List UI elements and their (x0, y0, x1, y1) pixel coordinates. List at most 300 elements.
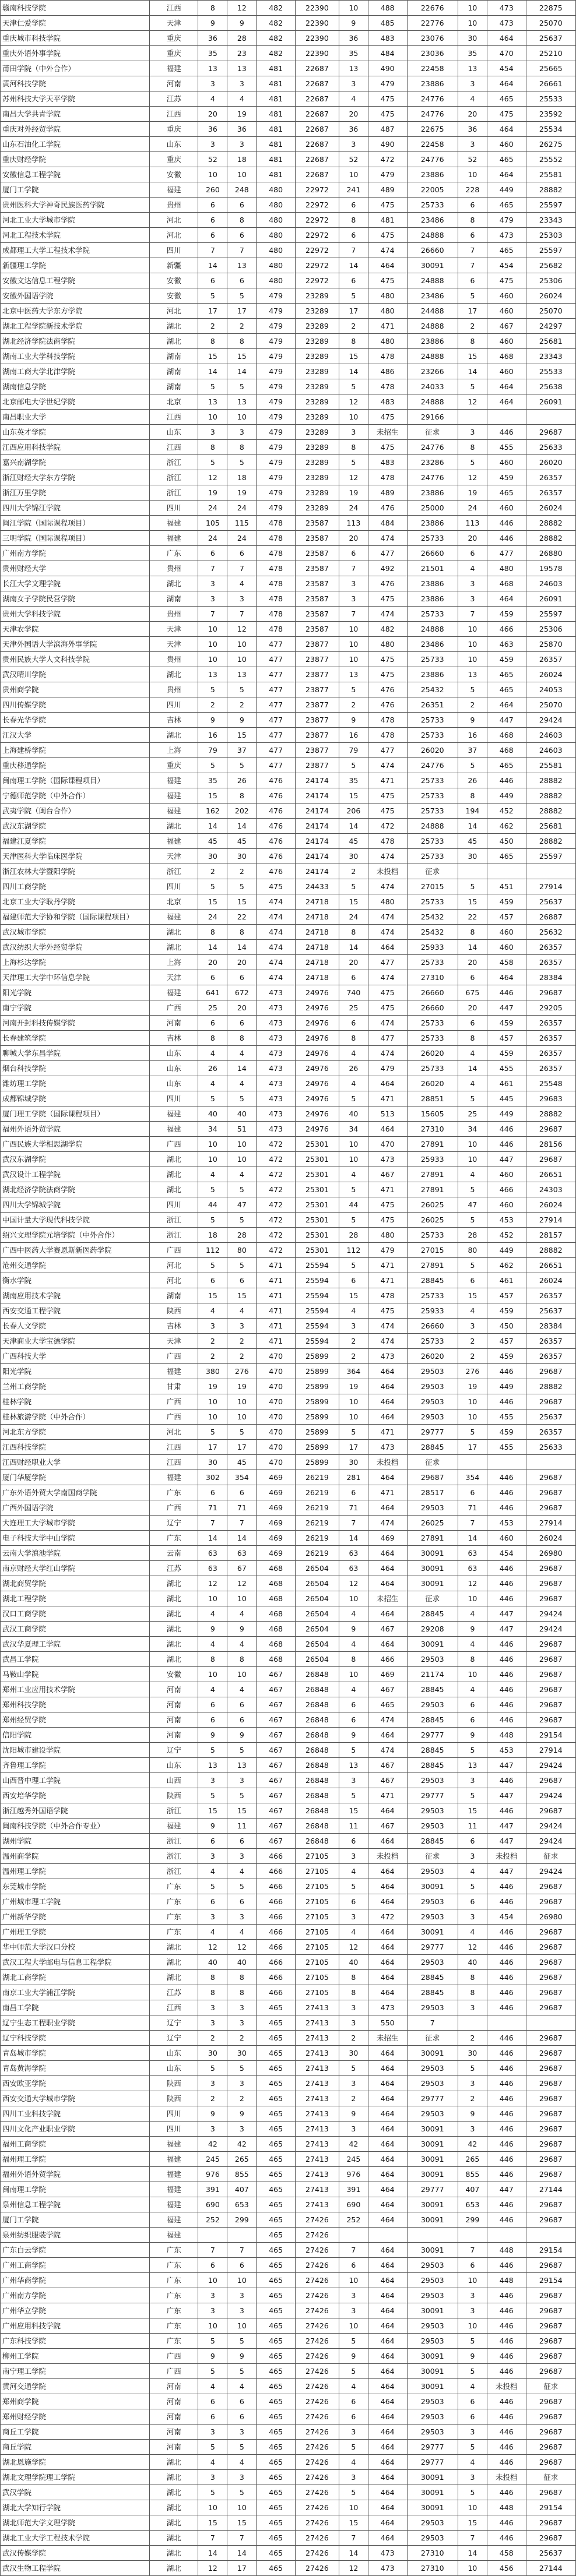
value-cell: 4 (339, 1167, 368, 1182)
value-cell: 474 (368, 1319, 407, 1334)
value-cell: 469 (257, 1500, 296, 1516)
table-row (1, 1985, 576, 2000)
table-row (1, 1470, 576, 1485)
table-row (1, 1652, 576, 1667)
province-cell: 福建 (150, 910, 198, 925)
value-cell: 28845 (407, 1758, 458, 1773)
school-name-cell: 湖北大学知行学院 (1, 2500, 150, 2515)
value-cell: 5 (198, 1213, 227, 1228)
value-cell: 27426 (295, 2470, 339, 2485)
value-cell: 479 (257, 501, 296, 516)
value-cell: 24718 (295, 940, 339, 955)
table-row (1, 1728, 576, 1743)
school-name-cell: 四川大学锦城学院 (1, 1197, 150, 1213)
school-name-cell: 浙江财经大学东方学院 (1, 470, 150, 485)
value-cell: 20 (458, 955, 487, 970)
value-cell: 29687 (526, 1152, 575, 1167)
value-cell: 12 (458, 394, 487, 410)
value-cell: 487 (368, 122, 407, 137)
value-cell: 465 (257, 2273, 296, 2288)
value-cell: 5 (198, 455, 227, 470)
value-cell: 446 (487, 2152, 526, 2167)
value-cell: 7 (339, 1516, 368, 1531)
value-cell: 465 (257, 2258, 296, 2273)
value-cell: 23587 (295, 546, 339, 561)
value-cell: 40 (227, 1106, 257, 1122)
value-cell: 479 (257, 379, 296, 394)
value-cell: 477 (257, 697, 296, 713)
table-row (1, 1303, 576, 1319)
value-cell: 5 (227, 1258, 257, 1273)
value-cell: 3 (458, 591, 487, 607)
value-cell: 448 (487, 2500, 526, 2515)
school-name-cell: 厦门工学院 (1, 2212, 150, 2228)
value-cell: 10 (339, 1394, 368, 1409)
school-name-cell: 绍兴文理学院元培学院（中外合作） (1, 1228, 150, 1243)
value-cell: 14 (227, 1061, 257, 1076)
province-cell: 辽宁 (150, 1743, 198, 1758)
value-cell: 479 (368, 1243, 407, 1258)
value-cell: 29687 (526, 1894, 575, 1909)
value-cell: 9 (227, 2349, 257, 2364)
value-cell: 5 (227, 2334, 257, 2349)
table-row (1, 1000, 576, 1016)
value-cell: 4 (198, 2379, 227, 2394)
value-cell: 25733 (407, 788, 458, 804)
table-row (1, 1879, 576, 1894)
table-row (1, 2015, 576, 2031)
value-cell: 465 (487, 849, 526, 864)
school-name-cell: 南京财经大学红山学院 (1, 1561, 150, 1576)
value-cell: 26020 (407, 743, 458, 758)
value-cell: 30091 (407, 2379, 458, 2394)
value-cell: 30 (339, 2046, 368, 2061)
value-cell: 6 (227, 1894, 257, 1909)
value-cell: 26020 (407, 1046, 458, 1061)
table-row (1, 1122, 576, 1137)
value-cell: 10 (198, 1667, 227, 1682)
value-cell: 29503 (407, 1773, 458, 1788)
value-cell: 13 (198, 394, 227, 410)
value-cell: 27105 (295, 1879, 339, 1894)
value-cell: 21174 (407, 1667, 458, 1682)
value-cell: 26357 (526, 955, 575, 970)
value-cell: 25733 (407, 834, 458, 849)
value-cell: 25594 (295, 1319, 339, 1334)
value-cell: 29687 (526, 2106, 575, 2122)
value-cell: 477 (487, 546, 526, 561)
value-cell: 5 (227, 1091, 257, 1106)
table-row (1, 1137, 576, 1152)
value-cell: 449 (487, 788, 526, 804)
value-cell: 12 (458, 1940, 487, 1955)
value-cell: 464 (368, 2258, 407, 2273)
value-cell: 6 (458, 273, 487, 288)
value-cell: 4 (227, 2455, 257, 2470)
value-cell: 6 (339, 2394, 368, 2409)
value-cell: 464 (368, 2061, 407, 2076)
value-cell: 464 (368, 2091, 407, 2106)
value-cell: 23289 (295, 425, 339, 440)
value-cell: 23036 (407, 46, 458, 61)
province-cell: 湖北 (150, 1940, 198, 1955)
value-cell: 479 (257, 364, 296, 379)
value-cell (526, 2228, 575, 2243)
value-cell: 467 (257, 1773, 296, 1788)
table-row (1, 1909, 576, 1925)
value-cell: 45 (458, 834, 487, 849)
value-cell: 5 (339, 1091, 368, 1106)
value-cell: 26504 (295, 1561, 339, 1576)
value-cell: 470 (487, 46, 526, 61)
table-row (1, 849, 576, 864)
province-cell: 湖北 (150, 1606, 198, 1622)
value-cell: 26025 (407, 1213, 458, 1228)
value-cell: 478 (368, 713, 407, 728)
value-cell: 7 (339, 607, 368, 622)
province-cell: 陕西 (150, 1303, 198, 1319)
value-cell: 480 (487, 561, 526, 576)
value-cell: 464 (368, 2273, 407, 2288)
value-cell: 465 (257, 2061, 296, 2076)
value-cell: 479 (257, 319, 296, 334)
value-cell: 6 (227, 1016, 257, 1031)
value-cell: 26660 (407, 985, 458, 1000)
value-cell: 10 (339, 1667, 368, 1682)
value-cell: 478 (368, 470, 407, 485)
value-cell: 5 (198, 1879, 227, 1894)
value-cell: 23486 (407, 213, 458, 228)
table-row (1, 2212, 576, 2228)
value-cell: 23587 (295, 622, 339, 637)
school-name-cell: 阳光学院 (1, 985, 150, 1000)
table-row (1, 773, 576, 788)
school-name-cell: 武汉纺织大学外经贸学院 (1, 940, 150, 955)
value-cell: 80 (458, 1243, 487, 1258)
value-cell: 36 (339, 122, 368, 137)
value-cell: 20 (458, 1000, 487, 1016)
value-cell: 30 (458, 2046, 487, 2061)
value-cell: 27144 (526, 2182, 575, 2197)
value-cell: 29777 (407, 1788, 458, 1803)
value-cell: 485 (368, 16, 407, 31)
province-cell: 山东 (150, 425, 198, 440)
value-cell: 471 (257, 1303, 296, 1319)
value-cell: 469 (368, 1667, 407, 1682)
table-row (1, 1758, 576, 1773)
value-cell: 29503 (407, 2273, 458, 2288)
value-cell: 4 (227, 1303, 257, 1319)
value-cell: 23587 (295, 561, 339, 576)
value-cell: 10 (458, 1, 487, 16)
value-cell: 14 (339, 2546, 368, 2561)
value-cell: 29166 (407, 410, 458, 425)
table-row (1, 697, 576, 713)
value-cell: 478 (257, 622, 296, 637)
value-cell: 446 (487, 1712, 526, 1728)
value-cell (526, 410, 575, 425)
value-cell: 8 (458, 1970, 487, 1985)
value-cell: 26020 (526, 455, 575, 470)
province-cell: 广东 (150, 1894, 198, 1909)
school-name-cell: 天津仁爱学院 (1, 16, 150, 31)
value-cell: 446 (487, 425, 526, 440)
value-cell: 465 (257, 2137, 296, 2152)
value-cell: 29687 (526, 2364, 575, 2379)
value-cell: 475 (368, 273, 407, 288)
value-cell: 23886 (407, 334, 458, 349)
value-cell: 446 (487, 1561, 526, 1576)
value-cell: 45 (339, 834, 368, 849)
value-cell: 29503 (407, 1379, 458, 1394)
value-cell: 482 (368, 622, 407, 637)
value-cell: 468 (487, 743, 526, 758)
value-cell: 24053 (526, 682, 575, 697)
value-cell: 391 (339, 2182, 368, 2197)
value-cell: 10 (227, 652, 257, 667)
value-cell: 465 (257, 2243, 296, 2258)
school-name-cell: 湖北工程学院新技术学院 (1, 319, 150, 334)
value-cell: 8 (458, 1031, 487, 1046)
value-cell: 5 (198, 1182, 227, 1197)
value-cell: 29687 (526, 2318, 575, 2334)
value-cell: 5 (458, 1258, 487, 1273)
value-cell: 6 (339, 1273, 368, 1288)
value-cell: 475 (368, 985, 407, 1000)
value-cell: 29687 (526, 1591, 575, 1606)
school-name-cell: 贵州民族大学人文科技学院 (1, 652, 150, 667)
value-cell: 29503 (407, 1409, 458, 1425)
province-cell: 福建 (150, 2167, 198, 2182)
value-cell: 470 (257, 1349, 296, 1364)
value-cell: 27413 (295, 2137, 339, 2152)
value-cell: 467 (257, 1758, 296, 1773)
value-cell: 479 (257, 334, 296, 349)
value-cell: 464 (368, 258, 407, 273)
value-cell: 35 (339, 773, 368, 788)
value-cell: 4 (227, 1925, 257, 1940)
value-cell: 22972 (295, 273, 339, 288)
value-cell: 465 (487, 485, 526, 501)
value-cell: 4 (339, 2455, 368, 2470)
value-cell: 13 (198, 1758, 227, 1773)
province-cell: 湖北 (150, 1152, 198, 1167)
value-cell: 446 (487, 1637, 526, 1652)
value-cell: 464 (368, 1561, 407, 1576)
value-cell: 5 (458, 2485, 487, 2500)
value-cell: 29424 (526, 1834, 575, 1849)
value-cell: 10 (198, 652, 227, 667)
value-cell (227, 2228, 257, 2243)
value-cell: 478 (368, 834, 407, 849)
value-cell: 26661 (526, 76, 575, 91)
value-cell: 7 (458, 2243, 487, 2258)
province-cell: 福建 (150, 773, 198, 788)
value-cell: 474 (257, 894, 296, 910)
value-cell: 12 (198, 1576, 227, 1591)
value-cell: 25733 (407, 773, 458, 788)
value-cell: 25301 (295, 1167, 339, 1182)
value-cell: 454 (487, 1909, 526, 1925)
value-cell: 26091 (526, 394, 575, 410)
value-cell: 25733 (407, 955, 458, 970)
value-cell: 472 (257, 1213, 296, 1228)
value-cell: 20 (458, 107, 487, 122)
value-cell: 464 (368, 1637, 407, 1652)
value-cell: 10 (227, 167, 257, 182)
value-cell: 446 (487, 1894, 526, 1909)
value-cell: 4 (227, 91, 257, 107)
value-cell: 447 (487, 1606, 526, 1622)
value-cell: 29687 (526, 2152, 575, 2167)
value-cell: 4 (339, 1606, 368, 1622)
value-cell: 454 (487, 1546, 526, 1561)
table-row (1, 622, 576, 637)
value-cell: 653 (227, 2197, 257, 2212)
value-cell: 10 (198, 2318, 227, 2334)
value-cell: 460 (487, 455, 526, 470)
value-cell: 4 (339, 1925, 368, 1940)
value-cell (458, 1455, 487, 1470)
value-cell: 6 (198, 1273, 227, 1288)
value-cell: 30091 (407, 2243, 458, 2258)
value-cell: 5 (458, 2364, 487, 2379)
value-cell: 23877 (295, 652, 339, 667)
value-cell: 4 (339, 91, 368, 107)
value-cell: 4 (458, 1303, 487, 1319)
value-cell: 8 (458, 788, 487, 804)
table-row (1, 1606, 576, 1622)
value-cell: 446 (487, 2531, 526, 2546)
value-cell: 10 (458, 2561, 487, 2576)
value-cell: 458 (487, 2546, 526, 2561)
value-cell: 30091 (407, 2137, 458, 2152)
value-cell: 征求 (407, 1455, 458, 1470)
value-cell: 63 (198, 1546, 227, 1561)
value-cell: 5 (227, 2485, 257, 2500)
value-cell: 446 (487, 516, 526, 531)
school-name-cell: 河北工程技术学院 (1, 228, 150, 243)
table-row (1, 137, 576, 152)
value-cell: 464 (368, 2152, 407, 2167)
value-cell: 22390 (295, 46, 339, 61)
value-cell: 464 (487, 379, 526, 394)
value-cell: 20 (458, 531, 487, 546)
value-cell: 4 (458, 2379, 487, 2394)
school-name-cell: 安徽信息工程学院 (1, 167, 150, 182)
value-cell: 26660 (407, 243, 458, 258)
province-cell: 河北 (150, 1258, 198, 1273)
value-cell: 446 (487, 2394, 526, 2409)
value-cell: 17 (227, 1440, 257, 1455)
province-cell: 湖北 (150, 728, 198, 743)
value-cell: 5 (339, 2440, 368, 2455)
value-cell: 6 (198, 1712, 227, 1728)
value-cell: 24776 (407, 107, 458, 122)
value-cell: 690 (198, 2197, 227, 2212)
value-cell: 452 (487, 1228, 526, 1243)
school-name-cell: 河南开封科技传媒学院 (1, 1016, 150, 1031)
school-name-cell: 上海建桥学院 (1, 743, 150, 758)
value-cell: 23289 (295, 288, 339, 304)
school-name-cell: 西安交通工程学院 (1, 1303, 150, 1319)
value-cell: 23877 (295, 713, 339, 728)
value-cell: 30091 (407, 1546, 458, 1561)
school-name-cell: 闽江学院（国际课程项目） (1, 516, 150, 531)
value-cell: 29503 (407, 2425, 458, 2440)
value-cell: 27426 (295, 2394, 339, 2409)
table-row (1, 273, 576, 288)
value-cell: 24603 (526, 728, 575, 743)
value-cell: 2 (198, 1349, 227, 1364)
value-cell: 482 (257, 1, 296, 16)
value-cell: 8 (227, 1652, 257, 1667)
value-cell: 464 (368, 2303, 407, 2318)
value-cell: 24888 (407, 819, 458, 834)
value-cell: 15 (198, 349, 227, 364)
table-row (1, 2137, 576, 2152)
province-cell: 江西 (150, 107, 198, 122)
value-cell: 15 (198, 894, 227, 910)
value-cell: 474 (368, 243, 407, 258)
value-cell: 5 (339, 1258, 368, 1273)
value-cell: 465 (257, 2334, 296, 2349)
value-cell: 29687 (526, 2000, 575, 2015)
school-name-cell: 北京工业大学耿丹学院 (1, 894, 150, 910)
value-cell: 475 (368, 591, 407, 607)
province-cell: 河南 (150, 2409, 198, 2425)
value-cell: 29154 (526, 2243, 575, 2258)
value-cell: 4 (198, 91, 227, 107)
value-cell: 10 (339, 2318, 368, 2334)
value-cell: 30091 (407, 1576, 458, 1591)
value-cell: 466 (257, 1970, 296, 1985)
table-row (1, 1288, 576, 1303)
value-cell: 26848 (295, 1803, 339, 1819)
value-cell: 4 (458, 561, 487, 576)
table-row (1, 349, 576, 364)
value-cell: 25301 (295, 1228, 339, 1243)
province-cell: 安徽 (150, 273, 198, 288)
value-cell: 464 (368, 1076, 407, 1091)
value-cell: 550 (368, 2015, 407, 2031)
value-cell: 473 (368, 1152, 407, 1167)
value-cell: 42 (227, 2137, 257, 2152)
value-cell: 3 (227, 137, 257, 152)
value-cell: 481 (257, 107, 296, 122)
table-row (1, 743, 576, 758)
value-cell: 472 (257, 1243, 296, 1258)
value-cell: 446 (487, 2349, 526, 2364)
value-cell: 25210 (526, 46, 575, 61)
value-cell: 29687 (526, 2091, 575, 2106)
value-cell: 26504 (295, 1606, 339, 1622)
value-cell: 479 (368, 76, 407, 91)
value-cell: 467 (368, 1167, 407, 1182)
value-cell: 29687 (526, 2031, 575, 2046)
value-cell: 22972 (295, 228, 339, 243)
value-cell: 3 (227, 1849, 257, 1864)
value-cell: 29424 (526, 713, 575, 728)
province-cell: 河南 (150, 1682, 198, 1697)
value-cell: 462 (487, 819, 526, 834)
value-cell: 25 (458, 1106, 487, 1122)
school-name-cell: 福州外语外贸学院 (1, 2167, 150, 2182)
table-row (1, 1425, 576, 1440)
value-cell: 6 (339, 1712, 368, 1728)
value-cell: 3 (227, 2288, 257, 2303)
value-cell: 14 (198, 819, 227, 834)
